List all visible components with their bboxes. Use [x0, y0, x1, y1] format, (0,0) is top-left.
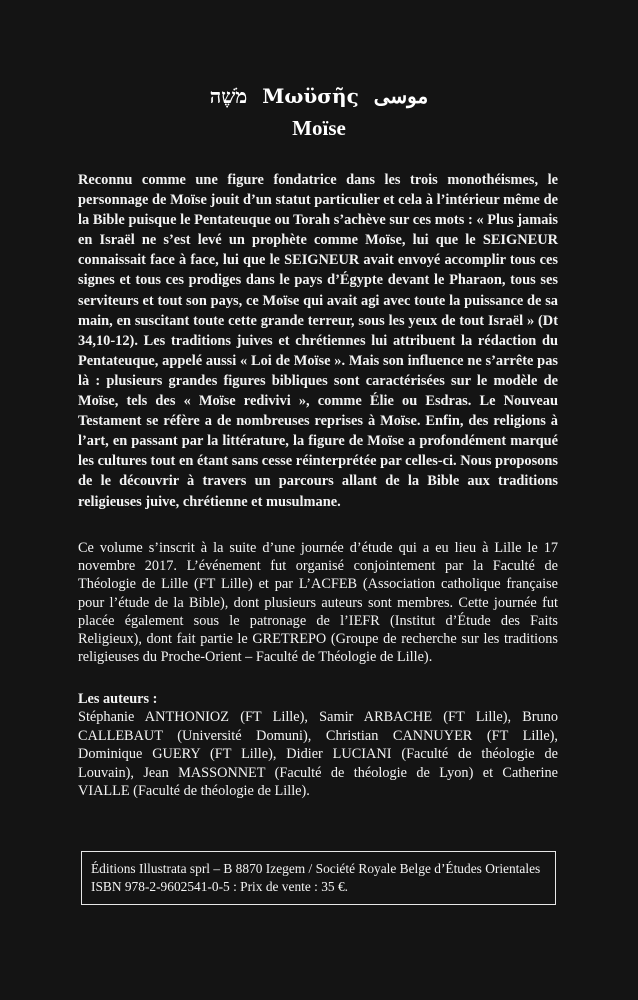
publisher-box	[81, 851, 556, 905]
multilingual-title	[0, 84, 638, 109]
context-paragraph: Ce volume s’inscrit à la suite d’une journée d’étude qui a eu lieu à Lille le 17 novembre 2017. L’événement fut organisé conjointement par la Faculté de Théologie de Lille (FT Lille) et par L’ACFEB (Association catholique française pour l’étude de la Bible), dont plusieurs auteurs sont membres. Cette journée fut placée également sous le patronage de l’IEFR (Institut d’Étude des Faits Religieux), dont fait partie le GRETREPO (Groupe de recherche sur les traditions religieuses du Proche-Orient – Faculté de Théologie de Lille).	[78, 540, 558, 666]
isbn-price-line: ISBN 978-2-9602541-0-5 : Prix de vente : 35 €.	[91, 878, 348, 894]
hebrew-title: מֹשֶׁה	[209, 84, 248, 108]
book-title: Moïse	[292, 116, 346, 140]
authors-heading: Les auteurs :	[78, 691, 158, 707]
greek-title: Μωϋσῆς	[262, 84, 359, 108]
arabic-title: موسى	[373, 84, 429, 108]
authors-list: Stéphanie ANTHONIOZ (FT Lille), Samir ARBACHE (FT Lille), Bruno CALLEBAUT (Université Domuni), Christian CANNUYER (FT Lille), Dominique GUERY (FT Lille), Didier LUCIANI (Faculté de théologie de Louvain), Jean MASSONNET (Faculté de théologie de Lyon) et Catherine VIALLE (Faculté de théologie de Lille).	[78, 709, 558, 800]
intro-paragraph: Reconnu comme une figure fondatrice dans les trois monothéismes, le personnage de Moïse jouit d’un statut particulier et cela à l’intérieur même de la Bible puisque le Pentateuque ou Torah s’achève sur ces mots : « Plus jamais en Israël ne s’est levé un prophète comme Moïse, lui que le SEIGNEUR connaissait face à face, lui que le SEIGNEUR avait envoyé accomplir tous ces signes et tous ces prodiges dans le pays d’Égypte devant le Pharaon, tous ses serviteurs et tout son pays, ce Moïse qui avait agi avec toute la puissance de sa main, en suscitant toute cette grande terreur, sous les yeux de tout Israël » (Dt 34,10-12). Les traditions juives et chrétiennes lui attribuent la rédaction du Pentateuque, appelé aussi « Loi de Moïse ». Mais son influence ne s’arrête pas là : plusieurs grandes figures bibliques sont caractérisées sur le modèle de Moïse, tels des « Moïse redivivi », comme Élie ou Esdras. Le Nouveau Testament se réfère a de nombreuses reprises à Moïse. Enfin, des religions à l’art, en passant par la littérature, la figure de Moïse a profondément marqué les cultures tout en étant sans cesse réinterprétée par celles-ci. Nous proposons de le découvrir à travers un parcours allant de la Bible aux traditions religieuses juive, chrétienne et musulmane.	[78, 172, 558, 510]
authors-section	[78, 690, 558, 800]
publisher-line: Éditions Illustrata sprl – B 8870 Izegem / Société Royale Belge d’Études Orientales	[91, 861, 541, 876]
